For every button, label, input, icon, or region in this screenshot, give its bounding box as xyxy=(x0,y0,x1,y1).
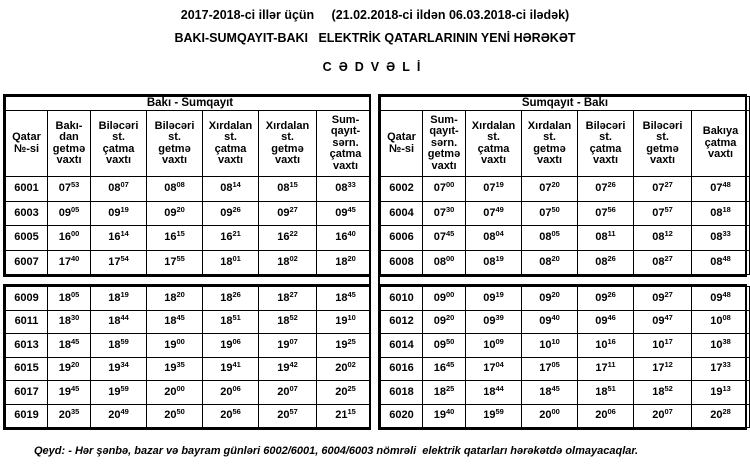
train-number: 6016 xyxy=(381,357,423,381)
train-number: 6006 xyxy=(381,226,423,251)
time-cell: $09^{20}$ xyxy=(147,201,203,226)
time-cell: $21^{15}$ xyxy=(317,404,375,428)
time-cell: $20^{35}$ xyxy=(48,404,91,428)
time-cell: $19^{59}$ xyxy=(466,404,522,428)
time-cell: $19^{34}$ xyxy=(91,357,147,381)
column-header-line: vaxtı xyxy=(649,154,676,166)
left-top-body xyxy=(6,97,375,275)
time-cell: $18^{27}$ xyxy=(259,287,317,311)
time-cell: $09^{48}$ xyxy=(692,287,750,311)
time-cell: $18^{01}$ xyxy=(203,250,259,275)
time-cell: $18^{26}$ xyxy=(203,287,259,311)
time-cell: $16^{00}$ xyxy=(48,226,91,251)
time-cell: $19^{41}$ xyxy=(203,357,259,381)
time-cell: $18^{30}$ xyxy=(48,310,91,334)
time-cell: $08^{27}$ xyxy=(634,250,692,275)
center-divider xyxy=(369,94,380,430)
time-cell: $09^{27}$ xyxy=(634,287,692,311)
time-cell: $10^{09}$ xyxy=(466,334,522,358)
train-number: 6015 xyxy=(6,357,48,381)
time-cell: $08^{48}$ xyxy=(692,250,750,275)
left-bottom-section xyxy=(3,284,371,430)
time-cell: $08^{26}$ xyxy=(578,250,634,275)
column-header-line: getmə xyxy=(271,142,304,155)
column-header-line: vaxtı xyxy=(536,154,563,166)
right-bottom-section xyxy=(378,284,747,430)
time-cell: $09^{00}$ xyxy=(423,287,466,311)
header-row xyxy=(381,111,750,177)
train-number: 6012 xyxy=(381,310,423,334)
train-number: 6011 xyxy=(6,310,48,334)
column-header xyxy=(91,111,147,177)
table-row xyxy=(6,250,375,275)
time-cell: $08^{08}$ xyxy=(147,177,203,202)
direction-caption: Bakı - Sumqayıt xyxy=(6,97,375,111)
time-cell: $17^{05}$ xyxy=(522,357,578,381)
time-cell: $17^{11}$ xyxy=(578,357,634,381)
time-cell: $19^{42}$ xyxy=(259,357,317,381)
time-cell: $20^{00}$ xyxy=(147,381,203,405)
time-cell: $19^{40}$ xyxy=(423,404,466,428)
left-top-section xyxy=(3,94,371,277)
time-cell: $20^{00}$ xyxy=(522,404,578,428)
time-cell: $20^{07}$ xyxy=(634,404,692,428)
time-cell: $08^{00}$ xyxy=(423,250,466,275)
time-cell: $09^{50}$ xyxy=(423,334,466,358)
time-cell: $19^{07}$ xyxy=(259,334,317,358)
time-cell: $20^{25}$ xyxy=(317,381,375,405)
column-header-line: çatma xyxy=(329,148,362,161)
time-cell: $20^{06}$ xyxy=(578,404,634,428)
column-header-line: vaxtı xyxy=(105,154,132,166)
time-cell: $07^{27}$ xyxy=(634,177,692,202)
time-cell: $19^{06}$ xyxy=(203,334,259,358)
table-row xyxy=(6,287,375,311)
time-cell: $20^{49}$ xyxy=(91,404,147,428)
time-cell: $17^{55}$ xyxy=(147,250,203,275)
time-cell: $08^{18}$ xyxy=(692,201,750,226)
time-cell: $17^{54}$ xyxy=(91,250,147,275)
column-header-line: getmə xyxy=(158,142,191,155)
train-number: 6008 xyxy=(381,250,423,275)
time-cell: $18^{45}$ xyxy=(48,334,91,358)
column-header xyxy=(317,111,375,177)
time-cell: $19^{20}$ xyxy=(48,357,91,381)
time-cell: $08^{05}$ xyxy=(522,226,578,251)
time-cell: $20^{50}$ xyxy=(147,404,203,428)
column-header-line: Bakı- xyxy=(55,119,83,132)
time-cell: $18^{02}$ xyxy=(259,250,317,275)
column-header xyxy=(259,111,317,177)
title-schedule: CƏDVƏLİ xyxy=(322,60,428,74)
time-cell: $18^{52}$ xyxy=(259,310,317,334)
column-header-line: dan xyxy=(59,131,79,143)
time-cell: $18^{45}$ xyxy=(147,310,203,334)
time-cell: $08^{11}$ xyxy=(578,226,634,251)
right-top-section xyxy=(378,94,747,277)
column-header-line: vaxtı xyxy=(431,159,457,172)
column-header-line: st. xyxy=(599,131,612,143)
column-header-line: st. xyxy=(543,131,556,143)
time-cell: $20^{02}$ xyxy=(317,357,375,381)
time-cell: $18^{59}$ xyxy=(91,334,147,358)
time-cell: $09^{20}$ xyxy=(522,287,578,311)
column-header-line: vaxtı xyxy=(707,148,734,161)
time-cell: $18^{20}$ xyxy=(317,250,375,275)
time-cell: $09^{46}$ xyxy=(578,310,634,334)
table-row xyxy=(6,357,375,381)
column-header-line: Biləcəri xyxy=(154,119,195,132)
column-header-line: №-si xyxy=(13,142,40,155)
table-row xyxy=(381,177,750,202)
table-row xyxy=(381,357,750,381)
time-cell: $19^{25}$ xyxy=(317,334,375,358)
column-header-line: Xırdalan xyxy=(471,119,516,132)
time-cell: $16^{21}$ xyxy=(203,226,259,251)
time-cell: $16^{45}$ xyxy=(423,357,466,381)
time-cell: $18^{19}$ xyxy=(91,287,147,311)
column-header-line: Biləcəri xyxy=(585,119,626,132)
train-number: 6002 xyxy=(381,177,423,202)
column-header-line: vaxtı xyxy=(161,154,188,166)
time-cell: $09^{45}$ xyxy=(317,201,375,226)
time-cell: $07^{53}$ xyxy=(48,177,91,202)
column-header-line: Biləcəri xyxy=(98,119,139,132)
column-header-line: getmə xyxy=(427,148,461,161)
time-cell: $07^{26}$ xyxy=(578,177,634,202)
column-header-line: qayıt- xyxy=(429,125,459,138)
time-cell: $10^{38}$ xyxy=(692,334,750,358)
column-header-line: Xırdalan xyxy=(265,119,310,132)
time-cell: $16^{40}$ xyxy=(317,226,375,251)
time-cell: $08^{33}$ xyxy=(317,177,375,202)
column-header-line: №-si xyxy=(388,142,415,155)
column-header-line: Qatar xyxy=(387,131,416,143)
table-row xyxy=(381,201,750,226)
time-cell: $09^{39}$ xyxy=(466,310,522,334)
time-cell: $07^{56}$ xyxy=(578,201,634,226)
time-cell: $09^{26}$ xyxy=(203,201,259,226)
title-route: BAKI-SUMQAYIT-BAKI ELEKTRİK QATARLARININ YENİ HƏRƏKƏT xyxy=(174,31,576,45)
column-header-line: st. xyxy=(487,131,500,143)
column-header-line: qayıt- xyxy=(330,125,361,138)
time-cell: $07^{00}$ xyxy=(423,177,466,202)
time-cell: $07^{50}$ xyxy=(522,201,578,226)
time-cell: $08^{20}$ xyxy=(522,250,578,275)
column-header-line: vaxtı xyxy=(480,154,507,166)
train-number: 6020 xyxy=(381,404,423,428)
column-header-line: sərn. xyxy=(332,136,359,149)
table-row xyxy=(381,310,750,334)
time-cell: $07^{19}$ xyxy=(466,177,522,202)
column-header xyxy=(147,111,203,177)
column-header xyxy=(203,111,259,177)
right-bottom-body xyxy=(381,287,750,428)
time-cell: $20^{07}$ xyxy=(259,381,317,405)
table-row xyxy=(381,250,750,275)
time-cell: $18^{05}$ xyxy=(48,287,91,311)
time-cell: $07^{48}$ xyxy=(692,177,750,202)
table-row xyxy=(6,404,375,428)
column-header xyxy=(6,111,48,177)
column-header-line: Bakıya xyxy=(702,125,739,138)
time-cell: $19^{45}$ xyxy=(48,381,91,405)
header-row xyxy=(6,111,375,177)
train-number: 6017 xyxy=(6,381,48,405)
time-cell: $08^{04}$ xyxy=(466,226,522,251)
column-header-line: çatma xyxy=(589,142,622,155)
column-header-line: çatma xyxy=(214,142,247,155)
time-cell: $08^{12}$ xyxy=(634,226,692,251)
table-row xyxy=(6,310,375,334)
time-cell: $07^{57}$ xyxy=(634,201,692,226)
train-number: 6005 xyxy=(6,226,48,251)
column-header-line: çatma xyxy=(102,142,135,155)
time-cell: $09^{27}$ xyxy=(259,201,317,226)
time-cell: $07^{30}$ xyxy=(423,201,466,226)
column-header-line: sərn. xyxy=(430,136,458,149)
title-dates: 2017-2018-ci illər üçün (21.02.2018-ci ildən 06.03.2018-ci ilədək) xyxy=(180,8,570,22)
time-cell: $09^{05}$ xyxy=(48,201,91,226)
time-cell: $18^{45}$ xyxy=(522,381,578,405)
time-cell: $18^{45}$ xyxy=(317,287,375,311)
column-header xyxy=(381,111,423,177)
time-cell: $20^{28}$ xyxy=(692,404,750,428)
column-header-line: vaxtı xyxy=(592,154,619,166)
column-header xyxy=(634,111,692,177)
column-header xyxy=(466,111,522,177)
column-header xyxy=(48,111,91,177)
column-header-line: vaxtı xyxy=(217,154,244,166)
time-cell: $09^{40}$ xyxy=(522,310,578,334)
column-header-line: Sum- xyxy=(331,113,360,126)
train-number: 6001 xyxy=(6,177,48,202)
train-number: 6004 xyxy=(381,201,423,226)
footnote: Qeyd: - Hər şənbə, bazar və bayram günləri 6002/6001, 6004/6003 nömrəli elektrik qatarları hərəkətdə olmayacaqlar. xyxy=(34,445,639,457)
train-number: 6009 xyxy=(6,287,48,311)
time-cell: $08^{19}$ xyxy=(466,250,522,275)
table-row xyxy=(6,177,375,202)
left-bottom-body xyxy=(6,287,375,428)
column-header-line: getmə xyxy=(533,142,566,155)
time-cell: $16^{22}$ xyxy=(259,226,317,251)
column-header-line: Xırdalan xyxy=(208,119,253,132)
time-cell: $20^{06}$ xyxy=(203,381,259,405)
table-row xyxy=(6,334,375,358)
time-cell: $19^{35}$ xyxy=(147,357,203,381)
column-header-line: Xırdalan xyxy=(527,119,572,132)
time-cell: $10^{08}$ xyxy=(692,310,750,334)
column-header-line: st. xyxy=(224,131,237,143)
time-cell: $19^{00}$ xyxy=(147,334,203,358)
column-header-line: çatma xyxy=(704,136,737,149)
time-cell: $18^{20}$ xyxy=(147,287,203,311)
train-number: 6019 xyxy=(6,404,48,428)
time-cell: $16^{14}$ xyxy=(91,226,147,251)
time-cell: $18^{51}$ xyxy=(578,381,634,405)
column-header-line: st. xyxy=(281,131,294,143)
caption-row xyxy=(6,97,375,111)
right-top-body xyxy=(381,97,750,275)
time-cell: $07^{45}$ xyxy=(423,226,466,251)
column-header-line: st. xyxy=(168,131,181,143)
table-row xyxy=(381,334,750,358)
column-header-line: st. xyxy=(656,131,669,143)
column-header-line: Qatar xyxy=(12,131,41,143)
time-cell: $20^{56}$ xyxy=(203,404,259,428)
table-row xyxy=(381,226,750,251)
time-cell: $09^{47}$ xyxy=(634,310,692,334)
table-row xyxy=(381,287,750,311)
column-header-line: st. xyxy=(112,131,125,143)
column-header xyxy=(423,111,466,177)
time-cell: $10^{10}$ xyxy=(522,334,578,358)
time-cell: $17^{04}$ xyxy=(466,357,522,381)
time-cell: $07^{20}$ xyxy=(522,177,578,202)
time-cell: $07^{49}$ xyxy=(466,201,522,226)
time-cell: $19^{13}$ xyxy=(692,381,750,405)
direction-caption: Sumqayıt - Bakı xyxy=(381,97,750,111)
train-number: 6003 xyxy=(6,201,48,226)
column-header-line: vaxtı xyxy=(274,154,301,166)
train-number: 6014 xyxy=(381,334,423,358)
table-row xyxy=(381,381,750,405)
table-row xyxy=(6,226,375,251)
column-header-line: vaxtı xyxy=(332,159,359,172)
time-cell: $18^{44}$ xyxy=(91,310,147,334)
column-header-line: çatma xyxy=(477,142,510,155)
time-cell: $18^{51}$ xyxy=(203,310,259,334)
time-cell: $10^{16}$ xyxy=(578,334,634,358)
time-cell: $17^{12}$ xyxy=(634,357,692,381)
time-cell: $19^{59}$ xyxy=(91,381,147,405)
table-row xyxy=(6,201,375,226)
time-cell: $18^{25}$ xyxy=(423,381,466,405)
time-cell: $20^{57}$ xyxy=(259,404,317,428)
column-header xyxy=(522,111,578,177)
time-cell: $08^{14}$ xyxy=(203,177,259,202)
column-header xyxy=(578,111,634,177)
column-header-line: Sum- xyxy=(430,113,458,126)
time-cell: $18^{52}$ xyxy=(634,381,692,405)
time-cell: $08^{07}$ xyxy=(91,177,147,202)
time-cell: $10^{17}$ xyxy=(634,334,692,358)
caption-row xyxy=(381,97,750,111)
time-cell: $09^{20}$ xyxy=(423,310,466,334)
time-cell: $09^{19}$ xyxy=(91,201,147,226)
time-cell: $17^{33}$ xyxy=(692,357,750,381)
column-header-line: getmə xyxy=(646,142,679,155)
time-cell: $17^{40}$ xyxy=(48,250,91,275)
time-cell: $16^{15}$ xyxy=(147,226,203,251)
column-header-line: Biləcəri xyxy=(642,119,683,132)
column-header-line: getmə xyxy=(52,142,86,155)
time-cell: $08^{15}$ xyxy=(259,177,317,202)
column-header xyxy=(692,111,750,177)
train-number: 6013 xyxy=(6,334,48,358)
time-cell: $08^{33}$ xyxy=(692,226,750,251)
table-row xyxy=(6,381,375,405)
time-cell: $18^{44}$ xyxy=(466,381,522,405)
train-number: 6010 xyxy=(381,287,423,311)
table-row xyxy=(381,404,750,428)
train-number: 6007 xyxy=(6,250,48,275)
time-cell: $09^{19}$ xyxy=(466,287,522,311)
column-header-line: vaxtı xyxy=(56,154,82,166)
train-number: 6018 xyxy=(381,381,423,405)
time-cell: $09^{26}$ xyxy=(578,287,634,311)
time-cell: $19^{10}$ xyxy=(317,310,375,334)
